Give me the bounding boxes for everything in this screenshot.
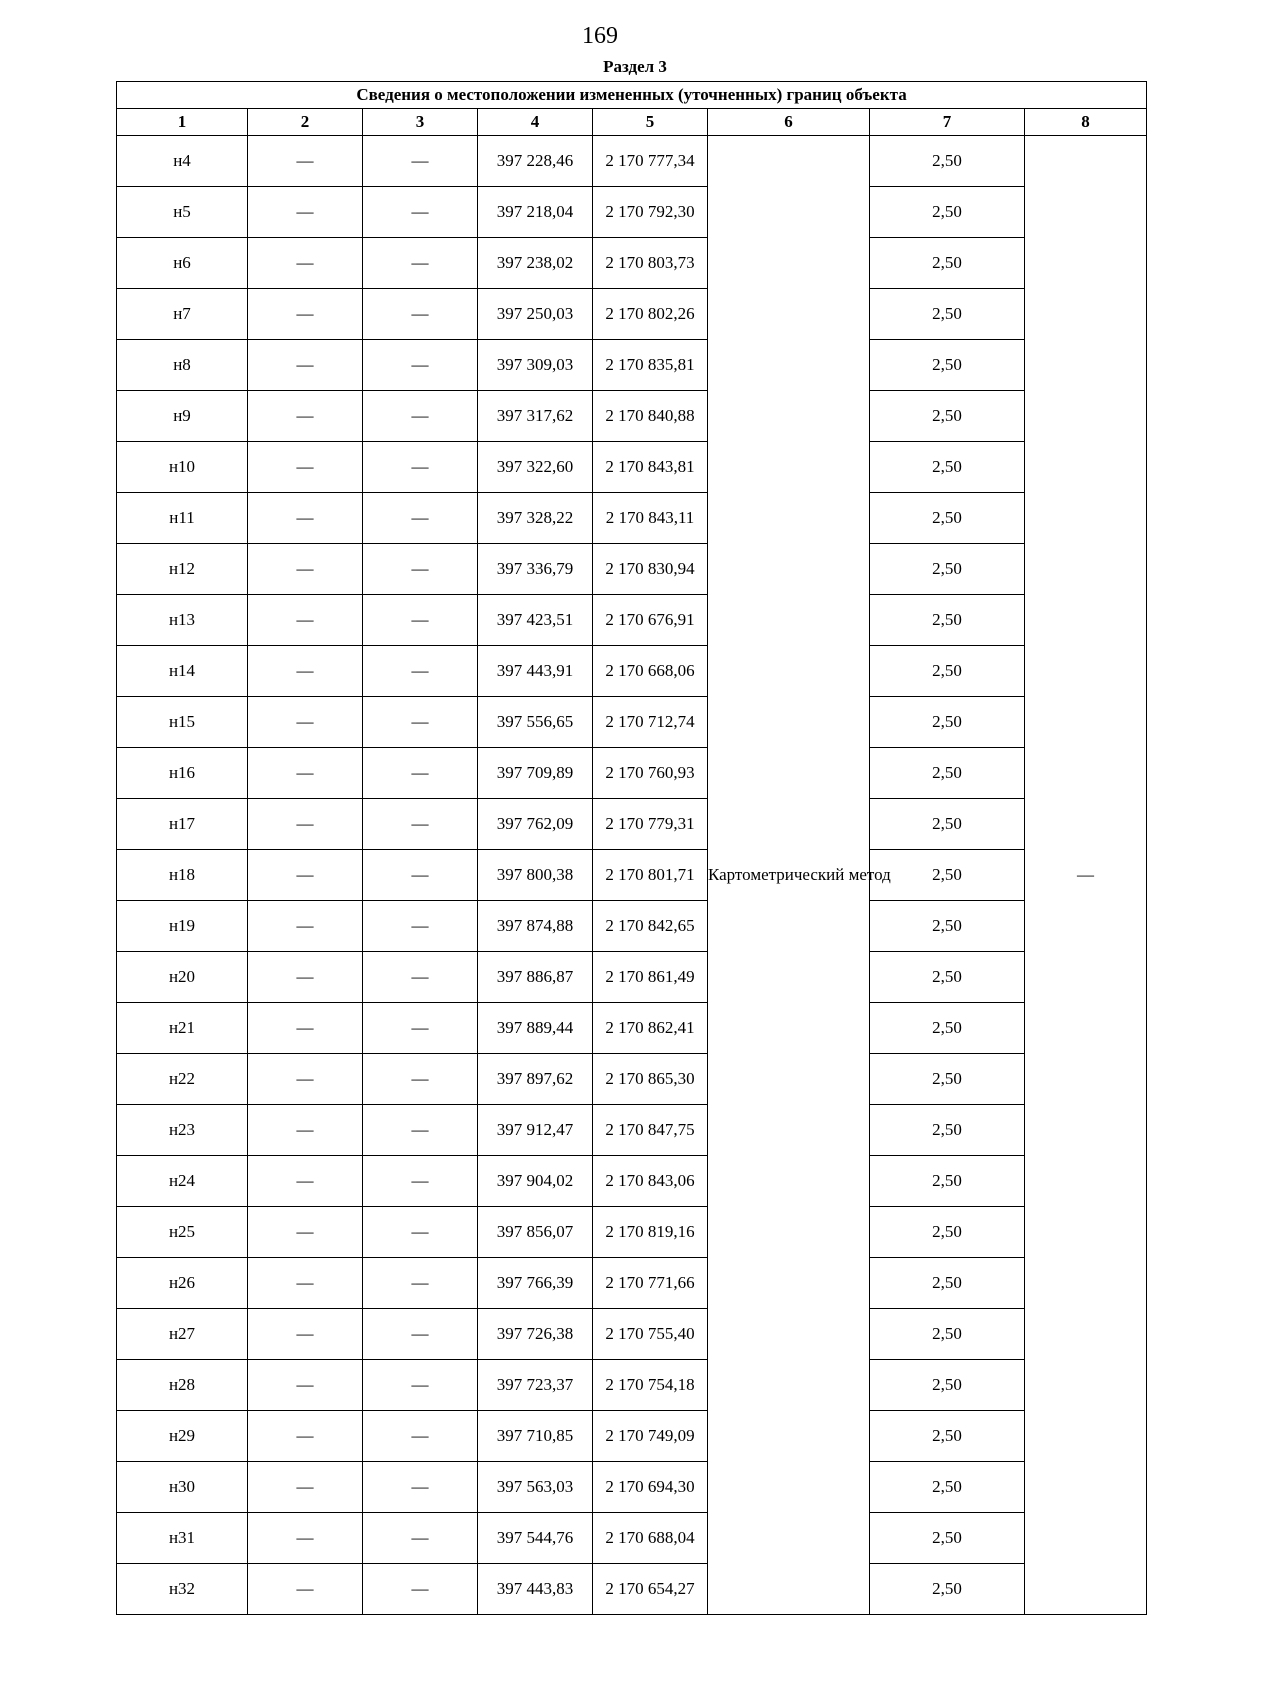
column-3-cell: — <box>363 238 478 289</box>
point-cell: н28 <box>117 1360 248 1411</box>
accuracy-cell: 2,50 <box>870 952 1025 1003</box>
point-cell: н7 <box>117 289 248 340</box>
point-cell: н13 <box>117 595 248 646</box>
column-number: 3 <box>363 109 478 136</box>
column-2-cell: — <box>248 850 363 901</box>
y-coordinate-cell: 2 170 771,66 <box>593 1258 708 1309</box>
column-2-cell: — <box>248 697 363 748</box>
column-2-cell: — <box>248 595 363 646</box>
x-coordinate-cell: 397 228,46 <box>478 136 593 187</box>
column-number: 2 <box>248 109 363 136</box>
y-coordinate-cell: 2 170 803,73 <box>593 238 708 289</box>
table-row <box>117 1003 1147 1054</box>
y-coordinate-cell: 2 170 835,81 <box>593 340 708 391</box>
accuracy-cell: 2,50 <box>870 187 1025 238</box>
column-3-cell: — <box>363 1054 478 1105</box>
column-3-cell: — <box>363 1564 478 1615</box>
accuracy-cell: 2,50 <box>870 136 1025 187</box>
column-2-cell: — <box>248 646 363 697</box>
y-coordinate-cell: 2 170 676,91 <box>593 595 708 646</box>
accuracy-cell: 2,50 <box>870 901 1025 952</box>
column-3-cell: — <box>363 544 478 595</box>
point-cell: н12 <box>117 544 248 595</box>
column-3-cell: — <box>363 1207 478 1258</box>
x-coordinate-cell: 397 309,03 <box>478 340 593 391</box>
column-3-cell: — <box>363 901 478 952</box>
accuracy-cell: 2,50 <box>870 646 1025 697</box>
y-coordinate-cell: 2 170 668,06 <box>593 646 708 697</box>
column-number-row <box>117 109 1147 136</box>
accuracy-cell: 2,50 <box>870 1360 1025 1411</box>
point-cell: н20 <box>117 952 248 1003</box>
table-row <box>117 646 1147 697</box>
x-coordinate-cell: 397 856,07 <box>478 1207 593 1258</box>
column-3-cell: — <box>363 340 478 391</box>
column-3-cell: — <box>363 289 478 340</box>
accuracy-cell: 2,50 <box>870 1105 1025 1156</box>
point-cell: н25 <box>117 1207 248 1258</box>
point-cell: н17 <box>117 799 248 850</box>
table-row <box>117 289 1147 340</box>
column-3-cell: — <box>363 850 478 901</box>
column-2-cell: — <box>248 1411 363 1462</box>
table-row <box>117 340 1147 391</box>
y-coordinate-cell: 2 170 792,30 <box>593 187 708 238</box>
x-coordinate-cell: 397 443,91 <box>478 646 593 697</box>
method-cell: Картометрический метод <box>708 136 870 1615</box>
point-cell: н30 <box>117 1462 248 1513</box>
column-2-cell: — <box>248 1564 363 1615</box>
x-coordinate-cell: 397 250,03 <box>478 289 593 340</box>
column-2-cell: — <box>248 238 363 289</box>
column-number: 1 <box>117 109 248 136</box>
accuracy-cell: 2,50 <box>870 1462 1025 1513</box>
y-coordinate-cell: 2 170 843,11 <box>593 493 708 544</box>
column-2-cell: — <box>248 1360 363 1411</box>
y-coordinate-cell: 2 170 819,16 <box>593 1207 708 1258</box>
column-2-cell: — <box>248 136 363 187</box>
column-2-cell: — <box>248 1258 363 1309</box>
accuracy-cell: 2,50 <box>870 289 1025 340</box>
x-coordinate-cell: 397 238,02 <box>478 238 593 289</box>
accuracy-cell: 2,50 <box>870 1309 1025 1360</box>
point-cell: н29 <box>117 1411 248 1462</box>
table-caption: Сведения о местоположении измененных (уточненных) границ объекта <box>117 82 1147 109</box>
table-row <box>117 391 1147 442</box>
point-cell: н32 <box>117 1564 248 1615</box>
point-cell: н22 <box>117 1054 248 1105</box>
column-2-cell: — <box>248 187 363 238</box>
table-row <box>117 1462 1147 1513</box>
x-coordinate-cell: 397 766,39 <box>478 1258 593 1309</box>
point-cell: н5 <box>117 187 248 238</box>
point-cell: н8 <box>117 340 248 391</box>
x-coordinate-cell: 397 886,87 <box>478 952 593 1003</box>
column-2-cell: — <box>248 1462 363 1513</box>
column-3-cell: — <box>363 493 478 544</box>
x-coordinate-cell: 397 218,04 <box>478 187 593 238</box>
column-3-cell: — <box>363 1309 478 1360</box>
y-coordinate-cell: 2 170 712,74 <box>593 697 708 748</box>
x-coordinate-cell: 397 423,51 <box>478 595 593 646</box>
column-2-cell: — <box>248 391 363 442</box>
column-3-cell: — <box>363 799 478 850</box>
accuracy-cell: 2,50 <box>870 1513 1025 1564</box>
column-2-cell: — <box>248 1513 363 1564</box>
column-3-cell: — <box>363 1411 478 1462</box>
point-cell: н24 <box>117 1156 248 1207</box>
table-row <box>117 544 1147 595</box>
section-title: Раздел 3 <box>603 57 667 76</box>
column-number: 8 <box>1025 109 1147 136</box>
table-row <box>117 748 1147 799</box>
table-row <box>117 1156 1147 1207</box>
column-2-cell: — <box>248 493 363 544</box>
y-coordinate-cell: 2 170 842,65 <box>593 901 708 952</box>
table-row <box>117 493 1147 544</box>
table-body <box>117 136 1147 1615</box>
column-2-cell: — <box>248 1309 363 1360</box>
point-cell: н9 <box>117 391 248 442</box>
column-3-cell: — <box>363 391 478 442</box>
column-3-cell: — <box>363 697 478 748</box>
x-coordinate-cell: 397 556,65 <box>478 697 593 748</box>
table-row <box>117 1309 1147 1360</box>
point-cell: н31 <box>117 1513 248 1564</box>
x-coordinate-cell: 397 710,85 <box>478 1411 593 1462</box>
column-2-cell: — <box>248 544 363 595</box>
table-row <box>117 1105 1147 1156</box>
table-row <box>117 187 1147 238</box>
accuracy-cell: 2,50 <box>870 1054 1025 1105</box>
x-coordinate-cell: 397 904,02 <box>478 1156 593 1207</box>
table-row <box>117 136 1147 187</box>
y-coordinate-cell: 2 170 754,18 <box>593 1360 708 1411</box>
column-3-cell: — <box>363 187 478 238</box>
point-cell: н10 <box>117 442 248 493</box>
y-coordinate-cell: 2 170 861,49 <box>593 952 708 1003</box>
column-2-cell: — <box>248 748 363 799</box>
table-row <box>117 1207 1147 1258</box>
accuracy-cell: 2,50 <box>870 748 1025 799</box>
table-row <box>117 1360 1147 1411</box>
x-coordinate-cell: 397 897,62 <box>478 1054 593 1105</box>
column-2-cell: — <box>248 1054 363 1105</box>
point-cell: н16 <box>117 748 248 799</box>
y-coordinate-cell: 2 170 654,27 <box>593 1564 708 1615</box>
column-2-cell: — <box>248 442 363 493</box>
y-coordinate-cell: 2 170 779,31 <box>593 799 708 850</box>
column-3-cell: — <box>363 748 478 799</box>
column-3-cell: — <box>363 136 478 187</box>
column-3-cell: — <box>363 442 478 493</box>
column-2-cell: — <box>248 340 363 391</box>
point-cell: н23 <box>117 1105 248 1156</box>
column-number: 7 <box>870 109 1025 136</box>
column-8-cell: — <box>1025 136 1147 1615</box>
column-2-cell: — <box>248 952 363 1003</box>
column-3-cell: — <box>363 952 478 1003</box>
column-2-cell: — <box>248 1207 363 1258</box>
column-2-cell: — <box>248 799 363 850</box>
column-3-cell: — <box>363 1105 478 1156</box>
x-coordinate-cell: 397 328,22 <box>478 493 593 544</box>
y-coordinate-cell: 2 170 777,34 <box>593 136 708 187</box>
table-row <box>117 1054 1147 1105</box>
column-number: 5 <box>593 109 708 136</box>
column-3-cell: — <box>363 1513 478 1564</box>
x-coordinate-cell: 397 726,38 <box>478 1309 593 1360</box>
y-coordinate-cell: 2 170 840,88 <box>593 391 708 442</box>
y-coordinate-cell: 2 170 749,09 <box>593 1411 708 1462</box>
y-coordinate-cell: 2 170 865,30 <box>593 1054 708 1105</box>
column-3-cell: — <box>363 1360 478 1411</box>
accuracy-cell: 2,50 <box>870 1003 1025 1054</box>
table-row <box>117 1564 1147 1615</box>
accuracy-cell: 2,50 <box>870 1564 1025 1615</box>
y-coordinate-cell: 2 170 760,93 <box>593 748 708 799</box>
column-3-cell: — <box>363 1156 478 1207</box>
point-cell: н19 <box>117 901 248 952</box>
column-3-cell: — <box>363 1258 478 1309</box>
accuracy-cell: 2,50 <box>870 850 1025 901</box>
point-cell: н21 <box>117 1003 248 1054</box>
point-cell: н26 <box>117 1258 248 1309</box>
y-coordinate-cell: 2 170 843,81 <box>593 442 708 493</box>
accuracy-cell: 2,50 <box>870 340 1025 391</box>
column-number: 6 <box>708 109 870 136</box>
column-3-cell: — <box>363 1462 478 1513</box>
page-number: 169 <box>582 23 618 49</box>
y-coordinate-cell: 2 170 847,75 <box>593 1105 708 1156</box>
x-coordinate-cell: 397 874,88 <box>478 901 593 952</box>
point-cell: н27 <box>117 1309 248 1360</box>
accuracy-cell: 2,50 <box>870 1207 1025 1258</box>
table-row <box>117 697 1147 748</box>
accuracy-cell: 2,50 <box>870 1258 1025 1309</box>
column-2-cell: — <box>248 1156 363 1207</box>
point-cell: н18 <box>117 850 248 901</box>
column-2-cell: — <box>248 1003 363 1054</box>
accuracy-cell: 2,50 <box>870 493 1025 544</box>
accuracy-cell: 2,50 <box>870 595 1025 646</box>
y-coordinate-cell: 2 170 688,04 <box>593 1513 708 1564</box>
column-3-cell: — <box>363 595 478 646</box>
x-coordinate-cell: 397 709,89 <box>478 748 593 799</box>
table-row <box>117 901 1147 952</box>
x-coordinate-cell: 397 322,60 <box>478 442 593 493</box>
y-coordinate-cell: 2 170 862,41 <box>593 1003 708 1054</box>
x-coordinate-cell: 397 336,79 <box>478 544 593 595</box>
table-row <box>117 1258 1147 1309</box>
table-row <box>117 1513 1147 1564</box>
accuracy-cell: 2,50 <box>870 238 1025 289</box>
y-coordinate-cell: 2 170 801,71 <box>593 850 708 901</box>
x-coordinate-cell: 397 563,03 <box>478 1462 593 1513</box>
x-coordinate-cell: 397 762,09 <box>478 799 593 850</box>
accuracy-cell: 2,50 <box>870 391 1025 442</box>
table-row <box>117 850 1147 901</box>
x-coordinate-cell: 397 889,44 <box>478 1003 593 1054</box>
point-cell: н4 <box>117 136 248 187</box>
point-cell: н15 <box>117 697 248 748</box>
y-coordinate-cell: 2 170 755,40 <box>593 1309 708 1360</box>
coordinates-table <box>116 81 1147 1615</box>
table-row <box>117 799 1147 850</box>
x-coordinate-cell: 397 912,47 <box>478 1105 593 1156</box>
accuracy-cell: 2,50 <box>870 799 1025 850</box>
y-coordinate-cell: 2 170 694,30 <box>593 1462 708 1513</box>
accuracy-cell: 2,50 <box>870 697 1025 748</box>
column-number: 4 <box>478 109 593 136</box>
y-coordinate-cell: 2 170 843,06 <box>593 1156 708 1207</box>
column-2-cell: — <box>248 901 363 952</box>
column-2-cell: — <box>248 289 363 340</box>
column-2-cell: — <box>248 1105 363 1156</box>
point-cell: н6 <box>117 238 248 289</box>
column-3-cell: — <box>363 1003 478 1054</box>
table-row <box>117 595 1147 646</box>
y-coordinate-cell: 2 170 830,94 <box>593 544 708 595</box>
table-row <box>117 1411 1147 1462</box>
y-coordinate-cell: 2 170 802,26 <box>593 289 708 340</box>
accuracy-cell: 2,50 <box>870 1156 1025 1207</box>
x-coordinate-cell: 397 443,83 <box>478 1564 593 1615</box>
accuracy-cell: 2,50 <box>870 442 1025 493</box>
column-3-cell: — <box>363 646 478 697</box>
x-coordinate-cell: 397 317,62 <box>478 391 593 442</box>
table-row <box>117 952 1147 1003</box>
point-cell: н11 <box>117 493 248 544</box>
accuracy-cell: 2,50 <box>870 1411 1025 1462</box>
x-coordinate-cell: 397 723,37 <box>478 1360 593 1411</box>
x-coordinate-cell: 397 800,38 <box>478 850 593 901</box>
table-row <box>117 238 1147 289</box>
accuracy-cell: 2,50 <box>870 544 1025 595</box>
table-row <box>117 442 1147 493</box>
point-cell: н14 <box>117 646 248 697</box>
x-coordinate-cell: 397 544,76 <box>478 1513 593 1564</box>
